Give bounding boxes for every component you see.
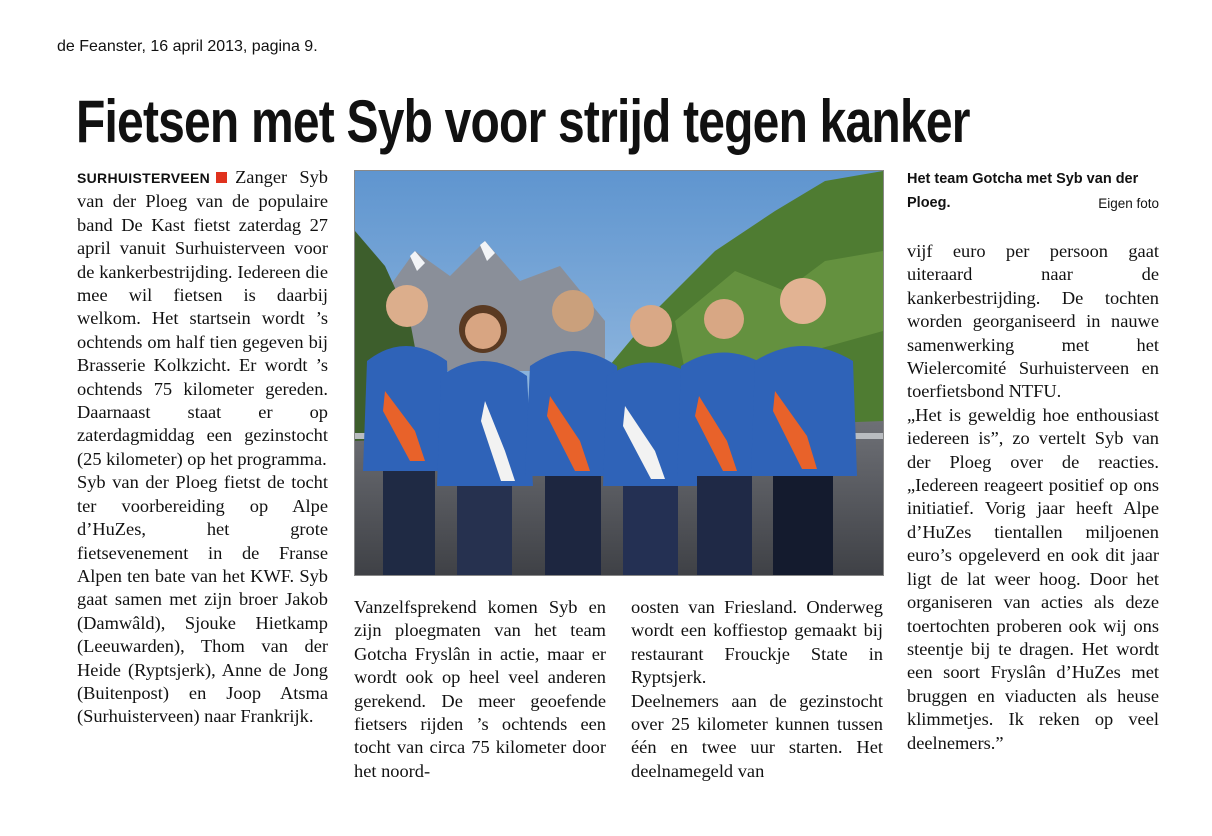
paragraph: oosten van Friesland. Onderweg wordt een koffiestop gemaakt bij restaurant Frouckje State in Ryptsjerk. (631, 597, 883, 688)
paragraph: Syb van der Ploeg fietst de tocht ter voorbereiding op Alpe d’HuZes, het grote fietsevenement in de Franse Alpen ten bate van het KWF. Syb gaat samen met zijn broer Jakob (Damwâld), Sjouke Hietkamp (Leeuwarden), Thom van der Heide (Ryptsjerk), Anne de Jong (Buitenpost) en Joop Atsma (Surhuisterveen) naar Frankrijk. (77, 472, 328, 727)
lead-text: Zanger Syb van der Ploeg van de populaire band De Kast fietst zaterdag 27 april vanuit Surhuisterveen voor de kankerbestrijding. Iedereen die mee wil fietsen is daarbij welkom. Het startsein wordt ’s ochtends om half tien gegeven bij Brasserie Kolkzicht. Er wordt ’s ochtends 75 kilometer gereden. Daarnaast staat er op zaterdagmiddag een gezinstocht (25 kilometer) op het programma. (77, 167, 328, 469)
paragraph: vijf euro per persoon gaat uiteraard naar de kankerbestrijding. De tochten worden georganiseerd in nauwe samenwerking met het Wielercomité Surhuisterveen en toerfietsbond NTFU. (907, 241, 1159, 402)
dateline-marker (216, 172, 227, 183)
article-column-3 (631, 596, 883, 784)
paragraph: Vanzelfsprekend komen Syb en zijn ploegmaten van het team Gotcha Fryslân in actie, maar er wordt ook op heel veel anderen gerekend. De meer geoefende fietsers rijden ’s ochtends een tocht van circa 75 kilometer door het noord- (354, 597, 606, 781)
article-column-1 (77, 166, 328, 729)
source-line: de Feanster, 16 april 2013, pagina 9. (57, 38, 318, 55)
dateline: SURHUISTERVEEN (77, 170, 211, 186)
headline: Fietsen met Syb voor strijd tegen kanker (76, 88, 970, 155)
article-column-2 (354, 596, 606, 784)
caption-text: Het team Gotcha met Syb van der Ploeg. (907, 171, 1139, 211)
team-photo-illustration (355, 171, 883, 575)
article-column-4 (907, 240, 1159, 755)
photo-credit: Eigen foto (1098, 196, 1159, 211)
quote-paragraph: „Het is geweldig hoe enthousiast iedereen is”, zo vertelt Syb van der Ploeg over de reacties. „Iedereen reageert positief op ons initiatief. Vorig jaar heeft Alpe d’HuZes tientallen miljoenen euro’s opgeleverd en ook dit jaar ligt de lat weer hoog. Door het organiseren van acties als deze toertochten proberen ook wij ons steentje bij te dragen. Het wordt een soort Fryslân d’HuZes met bruggen en viaducten als heuse klimmetjes. Ik reken op veel deelnemers.” (907, 404, 1159, 753)
paragraph: Deelnemers aan de gezinstocht over 25 kilometer kunnen tussen één en twee uur starten. Het deelnamegeld van (631, 690, 883, 781)
lead-paragraph (77, 166, 328, 471)
photo-caption (907, 167, 1159, 216)
team-photo (354, 170, 884, 576)
